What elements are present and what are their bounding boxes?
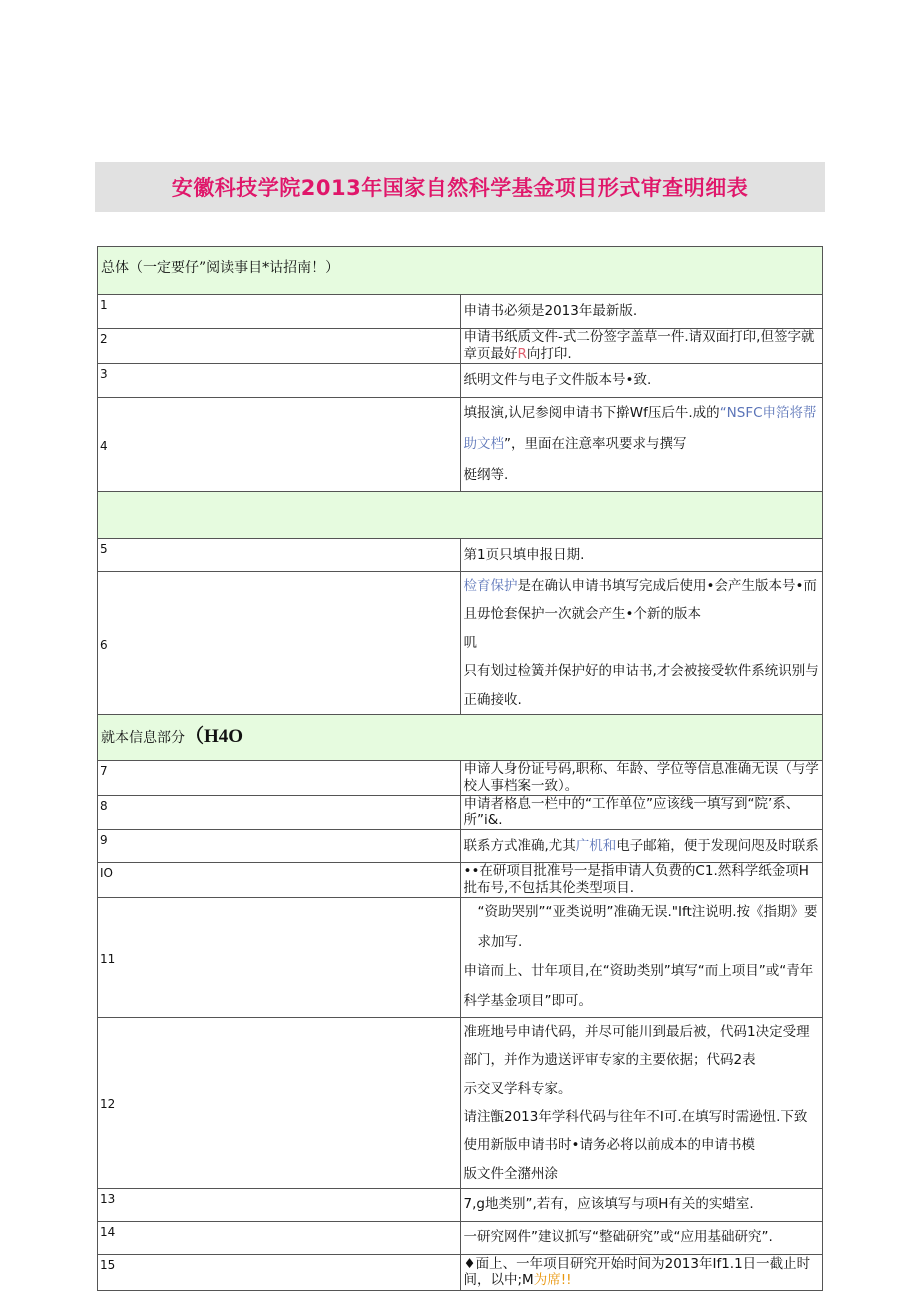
text-segment: 向打印. xyxy=(526,346,572,362)
row-text: 申请者格息一栏中的“工作单位”应该线一填写到“院’系、所”i&. xyxy=(463,795,800,829)
table-row xyxy=(98,760,823,795)
text-segment: 电子邮箱，便于发现问咫及时联系 xyxy=(616,837,819,854)
row-number: 3 xyxy=(98,364,461,398)
row-text: “资助哭别”“亚类说明”准确无误."Ift注说明.按《指期》要求加写. xyxy=(477,904,818,950)
row-number: 4 xyxy=(98,398,461,492)
section-title-general: 总体（一定要仔”阅读事目*诂招南！） xyxy=(101,260,340,276)
row-text: 第1页只填申报日期. xyxy=(463,546,585,563)
row-number: IO xyxy=(98,863,461,898)
row-text: 准班地号申请代码，并尽可能川到最后被，代码1决定受理部门，并作为遗送评审专家的主要依据；代码2表 xyxy=(463,1023,810,1069)
text-segment-highlight: “NSFC申箔将帮助文档 xyxy=(463,405,817,453)
text-segment: ♦面上、一年项目研究开始时间为2013年If1.1日一截止时间，以中;M xyxy=(463,1255,811,1289)
row-text: 示交叉学科专家。 xyxy=(463,1080,572,1097)
row-content xyxy=(460,863,823,898)
text-segment: 联系方式准确,尤其 xyxy=(463,837,576,854)
text-segment: 是在确认申请书填写完成后使用•会产生版本号•而且毋怆套保护一次就会产生•个新的版本 xyxy=(463,578,817,623)
row-content xyxy=(460,1221,823,1254)
table-row xyxy=(98,1188,823,1221)
row-text: 申请书必须是2013年最新版. xyxy=(463,303,638,320)
table-row xyxy=(98,830,823,863)
table-row xyxy=(98,1017,823,1188)
row-number: 2 xyxy=(98,329,461,364)
row-text: 7,g地类别”,若有，应该填写与项H有关的实蜡室. xyxy=(463,1196,754,1213)
row-text: 叽 xyxy=(463,634,477,651)
text-segment: 填报演,认尼参阅申请书下擀Wf压后牛.成的 xyxy=(463,405,720,421)
row-number: 11 xyxy=(98,898,461,1018)
table-row xyxy=(98,1221,823,1254)
section-cell xyxy=(98,247,823,295)
table-row xyxy=(98,572,823,715)
row-number: 6 xyxy=(98,572,461,715)
table-row xyxy=(98,364,823,398)
section-title-mark: （H4O xyxy=(185,725,244,747)
row-text: ••在研项目批准号一是指申请人负费的C1.然科学纸金项H批布号,不包括其伦类型项目. xyxy=(463,863,809,897)
row-text: 只有划过检簧并保护好的申诂书,才会被接受软件系统识别与正确接收. xyxy=(463,663,819,708)
row-text xyxy=(464,838,820,855)
row-number: 7 xyxy=(98,760,461,795)
row-text: 版文件全潴州涂 xyxy=(463,1165,558,1182)
table-row xyxy=(98,898,823,1018)
table-row xyxy=(98,539,823,572)
row-content xyxy=(460,1017,823,1188)
row-number: 13 xyxy=(98,1188,461,1221)
table-row xyxy=(98,795,823,830)
table-row xyxy=(98,1254,823,1290)
review-checklist-table xyxy=(97,246,823,1291)
text-segment-highlight: 为席!! xyxy=(533,1272,572,1289)
text-segment-highlight: R xyxy=(517,346,527,362)
row-content xyxy=(460,1254,823,1290)
row-text: 一研究网件”建议抓写“整础研究”或“应用基础研究”. xyxy=(463,1229,773,1246)
row-text: 梃纲等. xyxy=(463,467,509,484)
row-content xyxy=(460,1188,823,1221)
row-content xyxy=(460,295,823,329)
text-segment-highlight: 检育保护 xyxy=(463,578,518,595)
section-cell xyxy=(98,714,823,760)
row-text: 纸明文件与电子文件版本号•致. xyxy=(463,372,652,389)
row-content xyxy=(460,539,823,572)
row-text: 申谙而上、廿年项目,在“资助类别”填写“而上项目”或“青年科学基金项目”即可。 xyxy=(463,963,814,1010)
row-content xyxy=(460,760,823,795)
row-text: 申谛人身份证号码,职称、年龄、学位等信息准确无误（与学校人事档案一致）。 xyxy=(463,760,819,794)
row-number: 1 xyxy=(98,295,461,329)
table-row xyxy=(98,295,823,329)
row-content xyxy=(460,329,823,364)
section-title-basic-info xyxy=(98,715,822,748)
row-number: 12 xyxy=(98,1017,461,1188)
text-segment: ”，里面在注意率巩要求与撰写 xyxy=(504,436,687,453)
row-content xyxy=(460,364,823,398)
row-content xyxy=(460,398,823,492)
section-row-basic-info xyxy=(98,714,823,760)
row-content xyxy=(460,830,823,863)
table-row xyxy=(98,863,823,898)
row-text: 请注甑2013年学科代码与往年不I可.在填写时需逊忸.下致使用新版申请书时•请务必将以前成本的申请书模 xyxy=(463,1108,808,1154)
document-title: 安徽科技学院2013年国家自然科学基金项目形式审查明细表 xyxy=(171,176,749,200)
row-content xyxy=(460,898,823,1018)
row-number: 14 xyxy=(98,1221,461,1254)
table-row xyxy=(98,329,823,364)
row-number: 15 xyxy=(98,1254,461,1290)
row-text xyxy=(464,329,820,363)
title-banner xyxy=(95,162,825,212)
row-text xyxy=(464,572,820,629)
row-content xyxy=(460,572,823,715)
section-cell xyxy=(98,492,823,539)
table-row xyxy=(98,398,823,492)
row-number: 9 xyxy=(98,830,461,863)
row-number: 8 xyxy=(98,795,461,830)
text-segment-highlight: 广机和 xyxy=(575,837,617,854)
row-number: 5 xyxy=(98,539,461,572)
section-row-blank xyxy=(98,492,823,539)
section-title-text: 就本信息部分 xyxy=(101,729,185,746)
row-text xyxy=(464,1256,820,1290)
row-text xyxy=(464,398,820,460)
text-segment: 申请书纸质文件-式二份签字盖草一件.请双面打印,但签字就章页最好 xyxy=(463,329,815,362)
section-row-general xyxy=(98,247,823,295)
row-content xyxy=(460,795,823,830)
